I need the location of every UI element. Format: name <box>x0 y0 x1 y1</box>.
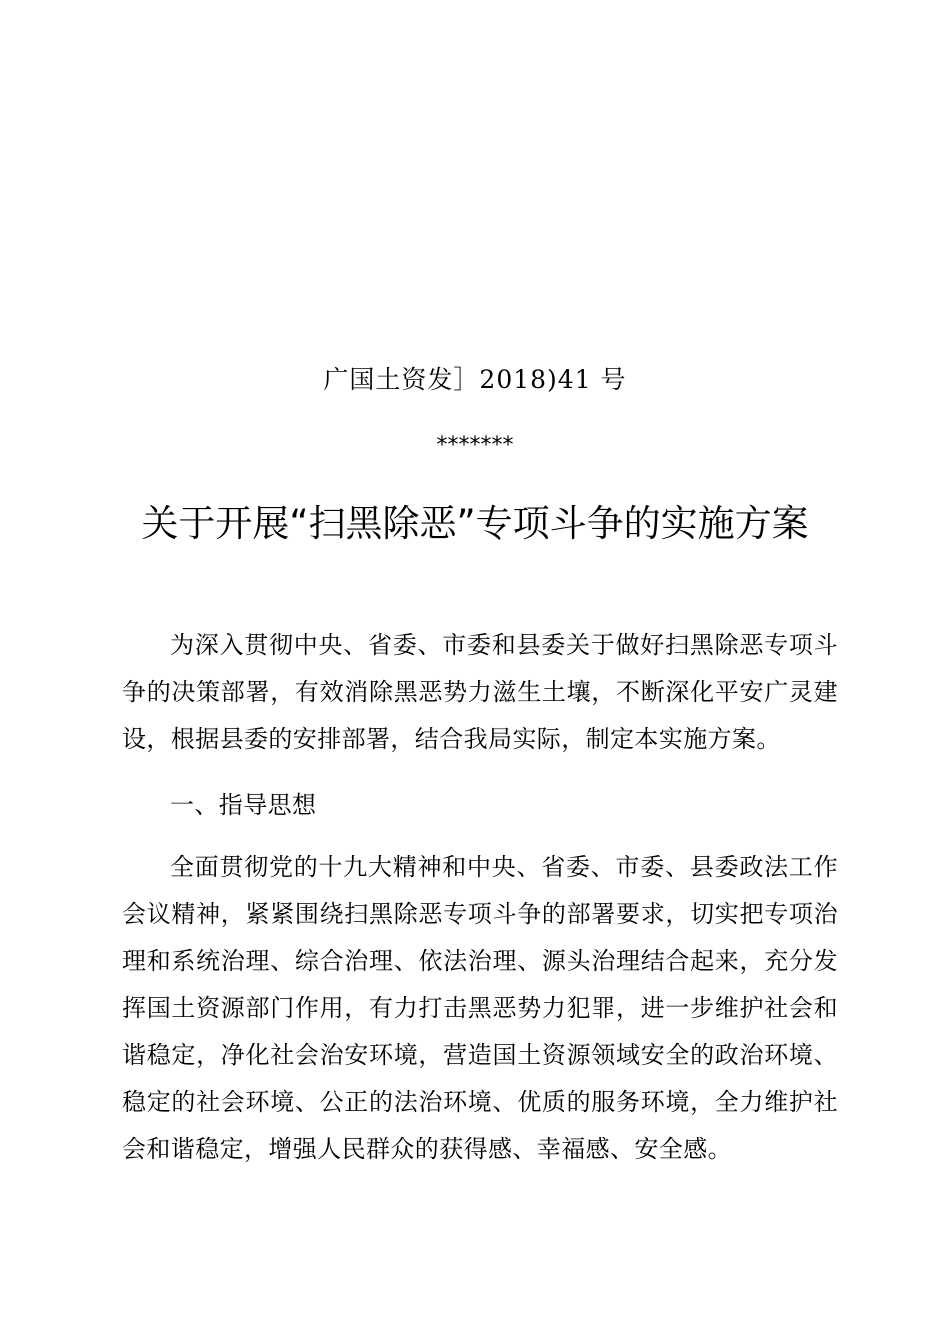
section-heading-guiding-ideology: 一、指导思想 <box>170 791 317 819</box>
intro-paragraph: 为深入贯彻中央、省委、市委和县委关于做好扫黑除恶专项斗争的决策部署，有效消除黑恶势力滋生土壤，不断深化平安广灵建设，根据县委的安排部署，结合我局实际，制定本实施方案。 <box>122 631 838 753</box>
document-number: 广国土资发］2018)41 号 <box>323 365 627 394</box>
guiding-ideology-paragraph: 全面贯彻党的十九大精神和中央、省委、市委、县委政法工作会议精神，紧紧围绕扫黑除恶专项斗争的部署要求，切实把专项治理和系统治理、综合治理、依法治理、源头治理结合起来，充分发挥国土资源部门作用，有力打击黑恶势力犯罪，进一步维护社会和谐稳定，净化社会治安环境，营造国土资源领域安全的政治环境、稳定的社会环境、公正的法治环境、优质的服务环境，全力维护社会和谐稳定，增强人民群众的获得感、幸福感、安全感。 <box>122 853 838 1163</box>
separator-asterisks: ******* <box>436 433 514 458</box>
document-title: 关于开展“扫黑除恶”专项斗争的实施方案 <box>141 502 809 545</box>
